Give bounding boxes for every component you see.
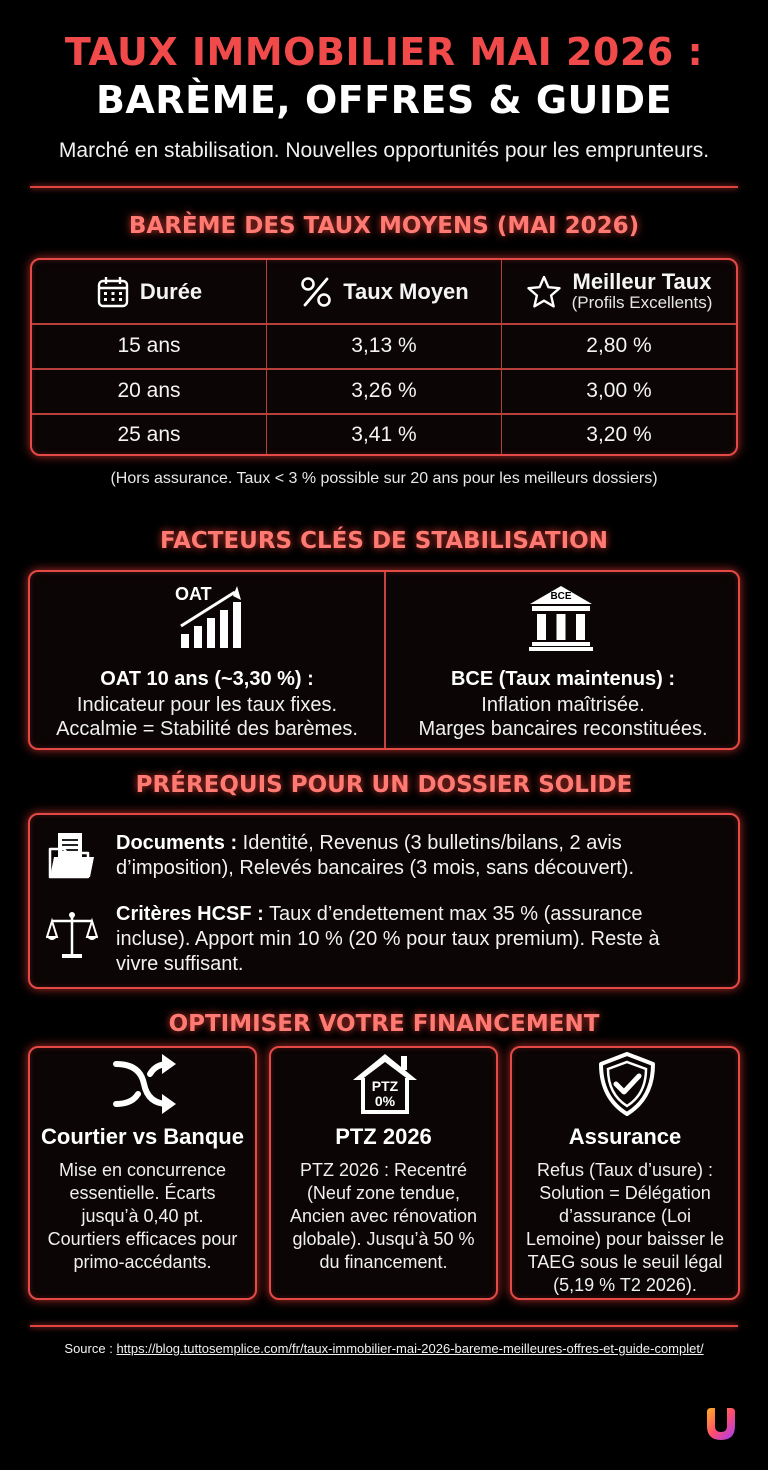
factor-line: Marges bancaires reconstituées. — [418, 718, 708, 740]
col-label-stack — [572, 270, 713, 313]
table-header-row — [32, 260, 736, 323]
col-header-duree — [32, 260, 266, 323]
prereq-label: Documents : — [116, 832, 238, 854]
cell-taux-moyen: 3,41 % — [266, 414, 501, 456]
card-line: Ancien avec rénovation — [289, 1206, 478, 1226]
cell-taux-moyen: 3,13 % — [266, 324, 501, 368]
page-subtitle: Marché en stabilisation. Nouvelles opportunités pour les emprunteurs. — [58, 139, 710, 162]
col-label: Meilleur Taux — [572, 269, 712, 295]
card-title: PTZ 2026 — [335, 1124, 432, 1149]
prereq-hcsf-line1 — [116, 902, 643, 927]
cell-duree: 20 ans — [117, 379, 181, 402]
table-row — [32, 369, 736, 413]
factor-line: Inflation maîtrisée. — [481, 694, 645, 716]
calendar-icon — [96, 275, 130, 309]
card-line: primo-accédants. — [73, 1252, 212, 1272]
factor-bce — [386, 572, 740, 748]
rates-note: (Hors assurance. Taux < 3 % possible sur 20 ans pour les meilleurs dossiers) — [110, 470, 658, 487]
prereq-documents-line1 — [116, 831, 622, 856]
prereq-label: Critères HCSF : — [116, 903, 264, 925]
factor-line: Accalmie = Stabilité des barèmes. — [56, 718, 358, 740]
icon-label: BCE — [550, 591, 572, 602]
factor-title: BCE (Taux maintenus) : — [450, 668, 676, 690]
prereq-text: Identité, Revenus (3 bulletins/bilans, 2 avis — [237, 832, 622, 854]
card-line: TAEG sous le seuil légal — [527, 1252, 723, 1272]
source-link[interactable]: https://blog.tuttosemplice.com/fr/taux-immobilier-mai-2026-bareme-meilleures-offres-et-guide-complet/ — [116, 1341, 704, 1356]
prereq-hcsf-line2: incluse). Apport min 10 % (20 % pour taux premium). Reste à — [116, 928, 660, 950]
col-label: Taux Moyen — [343, 278, 469, 304]
col-label: Durée — [139, 278, 203, 304]
shield-check-icon — [597, 1052, 657, 1116]
scales-icon — [46, 909, 98, 961]
percent-icon — [299, 275, 333, 309]
prereq-text: Taux d’endettement max 35 % (assurance — [263, 903, 643, 925]
optim-section-title: OPTIMISER VOTRE FINANCEMENT — [168, 1011, 600, 1037]
house-ptz-icon — [351, 1052, 419, 1114]
cell-duree: 15 ans — [117, 334, 181, 357]
cell-meilleur-taux: 3,00 % — [501, 369, 736, 413]
icon-text: PTZ — [371, 1078, 399, 1094]
card-title: Assurance — [568, 1124, 682, 1149]
card-line: du financement. — [319, 1252, 448, 1272]
cell-duree: 25 ans — [117, 423, 181, 446]
card-title: Courtier vs Banque — [41, 1124, 244, 1149]
icon-text: 0% — [374, 1093, 396, 1109]
card-ptz — [269, 1046, 498, 1300]
card-line: PTZ 2026 : Recentré — [299, 1160, 468, 1180]
card-assurance — [510, 1046, 740, 1300]
card-line: globale). Jusqu’à 50 % — [292, 1229, 475, 1249]
card-line: essentielle. Écarts — [69, 1183, 216, 1203]
card-line: Solution = Délégation — [539, 1183, 711, 1203]
rates-section-title: BARÈME DES TAUX MOYENS (MAI 2026) — [128, 213, 640, 239]
col-header-meilleur-taux — [501, 260, 736, 323]
factors-section-title: FACTEURS CLÉS DE STABILISATION — [160, 528, 608, 554]
brand-logo-icon — [703, 1406, 739, 1442]
factor-oat — [30, 572, 384, 748]
source-line — [0, 1341, 768, 1356]
factor-title: OAT 10 ans (~3,30 %) : — [100, 668, 314, 690]
card-line: Refus (Taux d’usure) : — [536, 1160, 714, 1180]
card-line: Mise en concurrence — [58, 1160, 227, 1180]
card-line: Courtiers efficaces pour — [47, 1229, 238, 1249]
col-sublabel: (Profils Excellents) — [571, 293, 713, 313]
cell-taux-moyen: 3,26 % — [266, 369, 501, 413]
card-line: Lemoine) pour baisser le — [525, 1229, 725, 1249]
cell-meilleur-taux: 3,20 % — [501, 414, 736, 456]
prereq-documents-line2: d’imposition), Relevés bancaires (3 mois, sans découvert). — [116, 857, 634, 879]
folder-documents-icon — [48, 831, 96, 881]
bank-building-icon — [528, 584, 594, 652]
factors-panel — [28, 570, 740, 750]
divider — [30, 1325, 738, 1327]
icon-label: OAT — [175, 584, 212, 604]
page-title-line2: BARÈME, OFFRES & GUIDE — [95, 78, 673, 122]
rising-chart-icon — [175, 582, 245, 652]
col-header-taux-moyen — [266, 260, 501, 323]
card-line: (Neuf zone tendue, — [306, 1183, 461, 1203]
table-row — [32, 324, 736, 368]
star-icon — [526, 274, 562, 310]
source-label: Source : — [64, 1341, 117, 1356]
prereq-section-title: PRÉREQUIS POUR UN DOSSIER SOLIDE — [135, 772, 633, 798]
card-courtier — [28, 1046, 257, 1300]
card-line: (5,19 % T2 2026). — [553, 1275, 697, 1295]
table-row — [32, 414, 736, 456]
divider — [30, 186, 738, 188]
factor-line: Indicateur pour les taux fixes. — [76, 694, 338, 716]
crossing-arrows-icon — [110, 1054, 178, 1114]
prereq-hcsf-line3: vivre suffisant. — [116, 953, 244, 975]
card-line: jusqu’à 0,40 pt. — [81, 1206, 204, 1226]
rates-table — [30, 258, 738, 456]
prereq-panel — [28, 813, 740, 989]
cell-meilleur-taux: 2,80 % — [501, 324, 736, 368]
card-line: d’assurance (Loi — [558, 1206, 692, 1226]
page-title-line1: TAUX IMMOBILIER MAI 2026 : — [64, 30, 704, 74]
